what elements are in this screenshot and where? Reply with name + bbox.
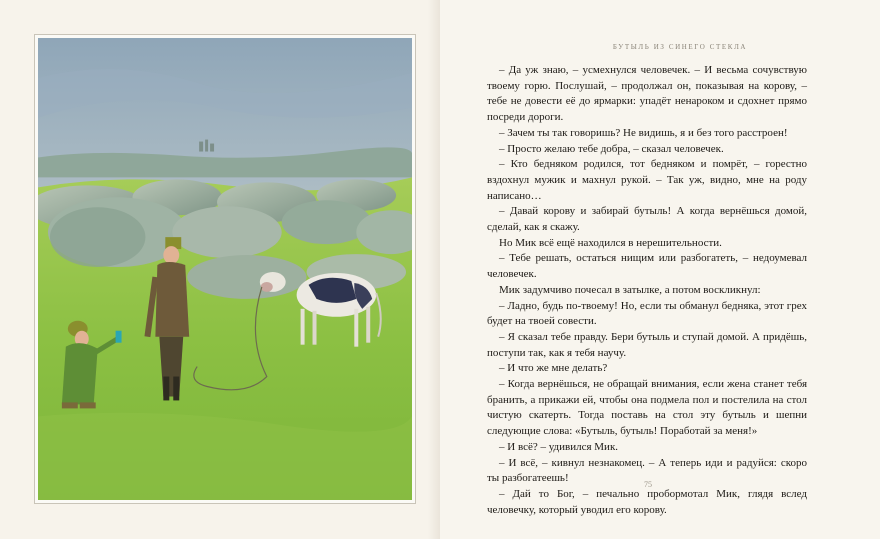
paragraph: – Я сказал тебе правду. Бери бутыль и ступай домой. А придёшь, поступи так, как я тебя научу.: [487, 330, 807, 359]
paragraph: – Давай корову и забирай бутыль! А когда вернёшься домой, сделай, как я скажу.: [487, 205, 807, 234]
paragraph: – Когда вернёшься, не обращай внимания, если жена станет тебя бранить, а прикажи ей, чтобы она подмела пол и постелила на стол чистую скатерть. Тогда поставь на стол эту бутыль и шепни следующие слова: «Бутыль, бутыль! Поработай за меня!»: [487, 378, 807, 438]
running-head: БУТЫЛЬ ИЗ СИНЕГО СТЕКЛА: [612, 43, 748, 51]
paragraph: Мик задумчиво почесал в затылке, а потом воскликнул:: [499, 283, 761, 296]
illustration: [34, 34, 416, 504]
paragraph: – Ладно, будь по-твоему! Но, если ты обманул бедняка, этот грех будет на твоей совести.: [487, 299, 807, 328]
paragraph: – И что же мне делать?: [499, 362, 608, 375]
paragraph: – Зачем ты так говоришь? Не видишь, я и без того расстроен!: [499, 126, 788, 139]
paragraph: – Дай то Бог, – печально пробормотал Мик, глядя вслед человечку, который уводил его корову.: [487, 487, 807, 516]
watercolor-illustration: [38, 38, 412, 500]
paragraph: – И всё? – удивился Мик.: [499, 440, 619, 453]
page-number: 75: [644, 480, 652, 489]
paragraph: – Да уж знаю, – усмехнулся человечек. – И весьма сочувствую твоему горю. Послушай, – продолжал он, показывая на корову, – тебе не довести её до ярмарки: упадёт ненароком и сдохнет прямо посреди дороги.: [487, 64, 807, 124]
paragraph: – Кто бедняком родился, тот бедняком и помрёт, – горестно вздохнул мужик и махнул рукой. – Так уж, видно, мне на роду написано…: [487, 158, 807, 202]
body-text: [487, 63, 807, 518]
paragraph: – И всё, – кивнул незнакомец. – А теперь иди и радуйся: скоро ты разбогатеешь!: [487, 456, 807, 485]
paragraph: – Просто желаю тебе добра, – сказал человечек.: [499, 142, 724, 155]
paragraph: Но Мик всё ещё находился в нерешительности.: [499, 236, 722, 249]
paragraph: – Тебе решать, остаться нищим или разбогатеть, – недоумевал человечек.: [487, 252, 807, 281]
